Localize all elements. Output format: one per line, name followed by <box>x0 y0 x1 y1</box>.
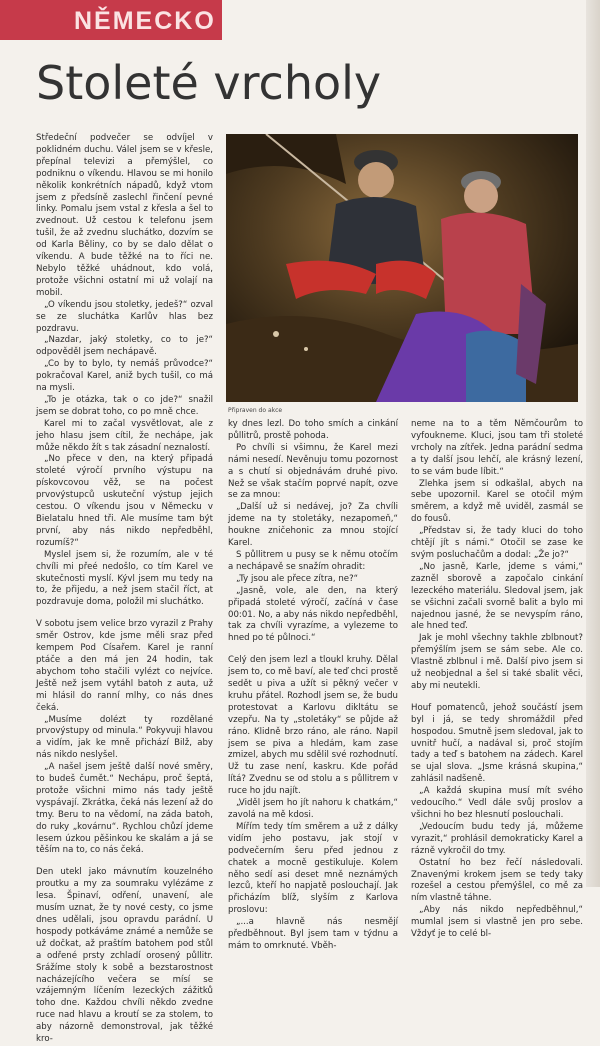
paragraph: Středeční podvečer se odvíjel v poklidném duchu. Válel jsem se v křesle, přepínal televizi a přemýšlel, co podniknu o víkendu. Hlavou se mi honilo několik konkrétních nápadů, když vtom jsem z předsíně zaslechl řinčení pevné linky. Pomalu jsem vstal z křesla a šel to zvednout. Už cestou k telefonu jsem tušil, že až zvednu sluchátko, dozvím se od Karla Běliny, co by se dalo dělat o víkendu. A bude těžké na to říci ne. Nebylo těžké uhádnout, kdo volá, protože všichni ostatní mi už volají na mobil. <box>36 133 213 298</box>
paragraph: Celý den jsem lezl a tloukl kruhy. Dělal jsem to, co mě baví, ale teď chci prostě sedět u piva a užít si pěkný večer v kruhu přátel. Rozhodl jsem se, že budu protestovat a Karlovu dikltátu se vzepřu. Na ty „stoletáky“ se půjde až ráno. Klidně brzo ráno, ale ráno. Napil jsem se piva a hledám, kam zase zmizel, abych mu sdělil své rozhodnutí. Už tu zase není, kaskru. Kde pořád lítá? Zvednu se od stolu a s půllitrem v ruce ho jdu najít. <box>228 655 398 797</box>
paragraph: Myslel jsem si, že rozumím, ale v té chvíli mi přeé nedošlo, co tím Karel ve skutečnosti myslí. Kývl jsem mu tedy na to, že přijedu, a než jsem stačil říct, at pozdravuje doma, položil mi sluchátko. <box>36 549 213 608</box>
paragraph: „Jasně, vole, ale den, na který připadá stoleté výročí, začíná v čase 00:01. No, a aby nás nikdo nepředběhl, tak za chvíli vyrazíme, a vylezeme to hned po té půlnoci.“ <box>228 585 398 644</box>
paragraph: Mířím tedy tím směrem a už z dálky vidím jeho postavu, jak stojí v podvečerním šeru před jednou z chatek a mocně gestikuluje. Kolem něho sedí asi deset mně neznámých lezců, kteří ho napjatě poslouchají. Jak přicházím blíž, slyším z Karlova proslovu: <box>228 821 398 916</box>
article-column-3 <box>411 419 583 941</box>
paragraph: S půllitrem u pusy se k němu otočím a nechápavě se snažím ohradit: <box>228 549 398 572</box>
article-photo <box>226 134 578 402</box>
section-label: NĚMECKO <box>74 7 216 35</box>
paragraph: Jak je mohl všechny takhle zblbnout? přemýšlím jsem se sám sebe. Ale co. Vlastně zblbnul i mě. Další pivo jsem si už neobjednal a šel si také sbalit věci, aby mi neutekli. <box>411 633 583 691</box>
paragraph: „A našel jsem ještě další nové směry, to budeš čumět.“ Nechápu, proč šeptá, protože všichni mimo nás tady ještě vyspávají. Zkrátka, čeká nás lezení až do tmy. Beru to na vědomí, na záda batoh, do ruky „kovárnu“. Rychlou chůzí jdeme lesem úzkou pěšinkou ke skalám a já se těším na to, co nás čeká. <box>36 762 213 856</box>
paragraph: Ostatní ho bez řečí následovali. Znavenými krokem jsem se tedy taky rozešel a cestou přemýšlel, co mě za ním vlastně táhne. <box>411 857 583 904</box>
paragraph: „Viděl jsem ho jít nahoru k chatkám,“ zavolá na mě kdosi. <box>228 798 398 820</box>
article-title: Stoleté vrcholy <box>36 56 382 110</box>
paragraph: „Musíme dolézt ty rozdělané prvovýstupy od minula.“ Pokyvuji hlavou a vidím, jak ke mně přichází Bilž, aby nás nikdo neslyšel. <box>36 714 213 761</box>
paragraph: neme na to a těm Němčourům to vyfoukneme. Kluci, jsou tam tři stoleté vrcholy na zítřek. Jedna parádní sedma a ty další jsou lehčí, ale krásný lezení, to se vám bude líbit.“ <box>411 419 583 477</box>
paragraph: „Ty jsou ale přece zítra, ne?“ <box>236 573 359 584</box>
paragraph: Po chvíli si všimnu, že Karel mezi námi nesedí. Nevěnuju tomu pozornost a s chutí si objednávám druhé pivo. Než se však stačím poprvé napít, ozve se za mnou: <box>228 442 398 501</box>
paragraph: Karel mi to začal vysvětlovat, ale z jeho hlasu jsem cítil, že nechápe, jak může někdo žít s tak zásadní neznalostí. <box>36 418 213 453</box>
paragraph: „No přece v den, na který připadá stoleté výročí prvního výstupu na pískovcovou věž, se na počest prvovýstupců uskuteční výstup jejich cestou. O víkendu jsou v Německu v Bielatalu hned tři. Ale musíme tam být první, aby nás nikdo nepředběhl, rozumíš?“ <box>36 454 213 548</box>
paragraph: Den utekl jako mávnutím kouzelného proutku a my za soumraku vylézáme z lesa. Špinaví, odření, unavení, ale musím uznat, že ty nové cesty, co jsme dnes udělali, jsou opravdu parádní. U hospody potkáváme známé a nemůže se už dočkat, až praštím batohem pod stůl a odřené prsty zchladí orosený půllitr. Srážíme stoly k sobě a bezstarostnost nacházejícího večera se mísí se vzájemným líčením lezeckých zážitků toho dne. Každou chvíli někdo zvedne ruce nad hlavu a kroutí se za stolem, to aby názorně demonstroval, jak těžké kro- <box>36 867 213 1045</box>
paragraph: „Vedoucím budu tedy já, můžeme vyrazit,“ prohlásil demokraticky Karel a rázně vykročil do tmy. <box>411 821 583 856</box>
paragraph: „Aby nás nikdo nepředběhnul,“ mumlal jsem si vlastně jen pro sebe. Vždyť je to celé bl- <box>411 905 583 940</box>
paragraph: „...a hlavně nás nesmějí předběhnout. Byl jsem tam v týdnu a mám to omrknuté. Vběh- <box>228 917 398 951</box>
article-column-1 <box>36 133 213 1046</box>
article-column-2 <box>228 419 398 953</box>
section-tab <box>0 0 222 40</box>
climbers-photo-illustration <box>226 134 578 402</box>
paragraph: „To je otázka, tak o co jde?“ snažil jsem se dobrat toho, co po mně chce. <box>36 394 213 417</box>
paragraph: Houf pomatenců, jehož součástí jsem byl i já, se tedy shromáždil před hospodou. Smutně jsem sledoval, jak to uvnitř hučí, a nadával si, proč stojím tady a teď s batohem na zádech. Karel se ujal slova. „Jsme krásná skupina,“ zahlásil nadšeně. <box>411 702 583 785</box>
paragraph: „Nazdar, jaký stoletky, co to je?“ odpověděl jsem nechápavě. <box>36 335 213 358</box>
paragraph: Zlehka jsem si odkašlal, abych na sebe upozornil. Karel se otočil mým směrem, a když mě uviděl, zasmál se do fousů. <box>411 478 583 525</box>
photo-caption: Připraven do akce <box>228 407 283 414</box>
page-edge <box>586 0 600 887</box>
paragraph: „Další už si nedávej, jo? Za chvíli jdeme na ty stoletáky, nezapomeň,“ houkne zničehonic za mnou stojící Karel. <box>228 502 398 549</box>
paragraph: „A každá skupina musí mít svého vedoucího.“ Vedl dále svůj proslov a všichni ho bez hlesnutí poslouchali. <box>411 786 583 820</box>
paragraph: „Představ si, že tady kluci do toho chtějí jít s námi.“ Otočil se zase ke svým posluchačům a dodal: „Že jo?“ <box>411 526 583 560</box>
paragraph: ky dnes lezl. Do toho smích a cinkání půllitrů, prostě pohoda. <box>228 419 398 441</box>
paragraph: „Co by to bylo, ty nemáš průvodce?“ pokračoval Karel, aniž bych tušil, co má na mysli. <box>36 359 213 394</box>
paragraph: „No jasně, Karle, jdeme s vámi,“ zazněl sborově a započalo cinkání lezeckého materiálu. Sledoval jsem, jak se všichni začali svorně balit a bylo mi najednou jasné, že se nevyspím ráno, ale hned teď. <box>411 561 583 632</box>
paragraph: V sobotu jsem velice brzo vyrazil z Prahy směr Ostrov, kde jsme měli sraz před kempem Pod Císařem. Karel je ranní ptáče a den má jen 24 hodin, tak abychom toho stačili vylézt co nejvíce. Ještě než jsem vytáhl batoh z auta, už mi hlásil do ranní mlhy, co nás dnes čeká. <box>36 619 213 713</box>
paragraph: „O víkendu jsou stoletky, jedeš?“ ozval se ze sluchátka Karlův hlas bez pozdravu. <box>36 299 213 334</box>
